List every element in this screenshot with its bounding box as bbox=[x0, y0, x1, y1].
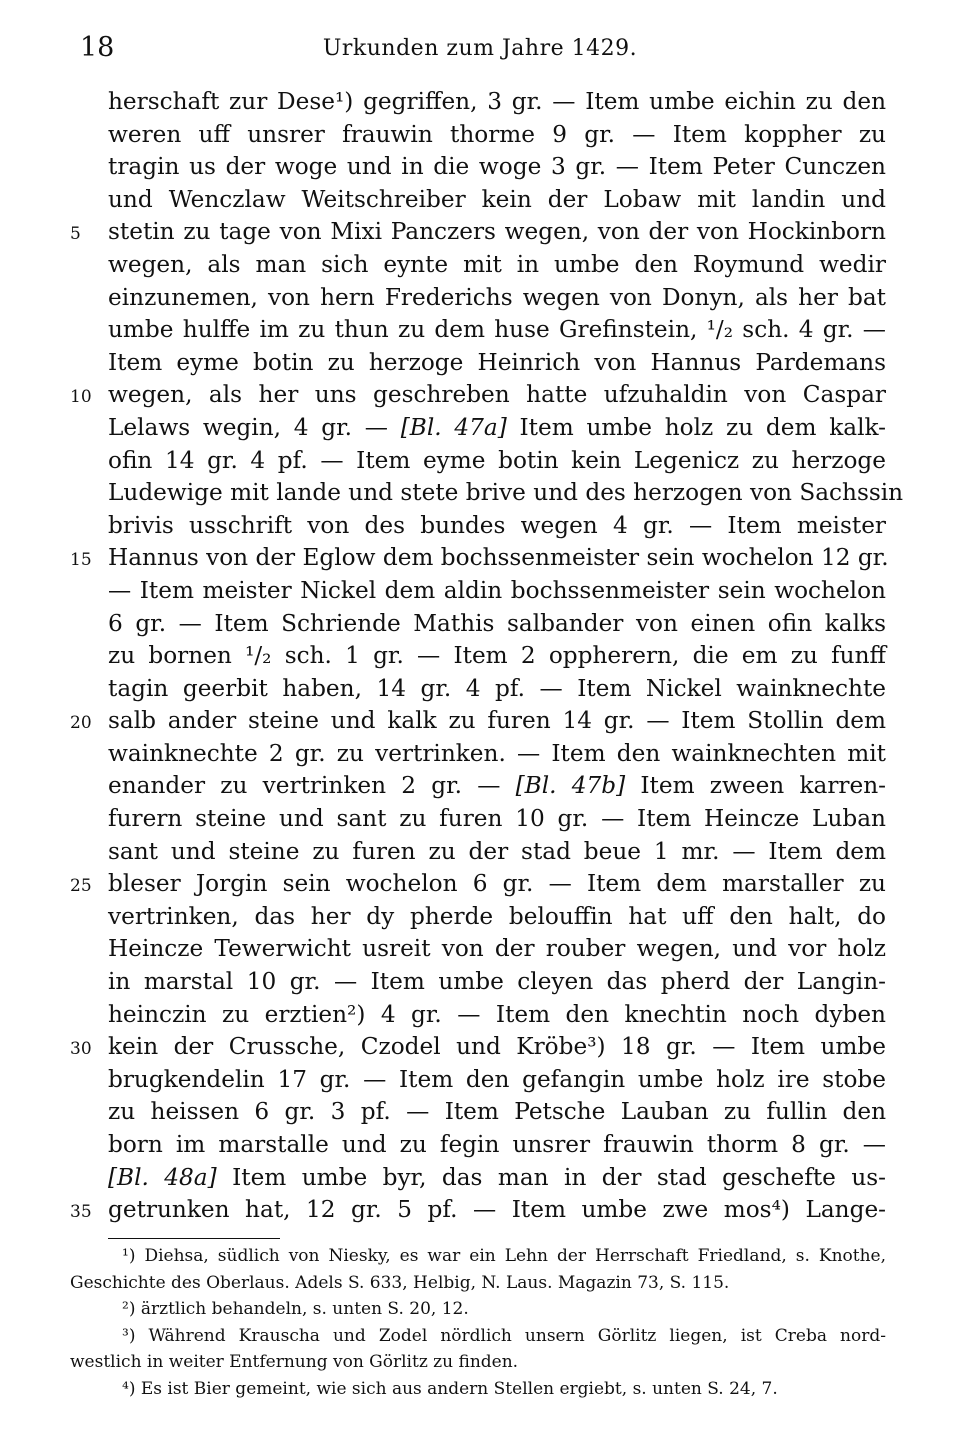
line-text: kein der Crussche, Czodel und Kröbe³) 18 gr. — Item umbe bbox=[108, 1033, 886, 1061]
text-line bbox=[0, 1194, 960, 1227]
line-number: 20 bbox=[70, 713, 92, 734]
text-line bbox=[0, 542, 960, 575]
line-text bbox=[108, 770, 886, 803]
line-text: wainknechte 2 gr. zu vertrinken. — Item den wainknechten mit bbox=[108, 739, 886, 767]
line-text: 6 gr. — Item Schriende Mathis salbander von einen ofin kalks bbox=[108, 609, 886, 637]
line-text: weren uff unsrer frauwin thorme 9 gr. — Item koppher zu bbox=[108, 120, 886, 148]
line-text: Hannus von der Eglow dem bochssenmeister sein wochelon 12 gr. bbox=[108, 544, 889, 572]
line-text-part: enander zu vertrinken 2 gr. — bbox=[108, 772, 516, 800]
footnote-rule bbox=[108, 1238, 280, 1239]
text-line bbox=[0, 1031, 960, 1064]
line-text-part: Item umbe byr, das man in der stad geschefte us- bbox=[216, 1163, 886, 1191]
line-text: heinczin zu erztien²) 4 gr. — Item den knechtin noch dyben bbox=[108, 1000, 886, 1028]
text-line bbox=[0, 445, 960, 478]
folio-marker: [Bl. 47a] bbox=[400, 413, 507, 441]
line-text: wegen, als her uns geschreben hatte ufzuhaldin von Caspar bbox=[108, 381, 886, 409]
line-text: einzunemen, von hern Frederichs wegen von Donyn, als her bat bbox=[108, 283, 886, 311]
text-line bbox=[0, 216, 960, 249]
line-text: born im marstalle und zu fegin unsrer frauwin thorm 8 gr. — bbox=[108, 1131, 886, 1158]
line-text: in marstal 10 gr. — Item umbe cleyen das pherd der Langin- bbox=[108, 968, 886, 996]
line-number: 5 bbox=[70, 224, 81, 245]
text-line bbox=[0, 184, 960, 217]
line-text: zu heissen 6 gr. 3 pf. — Item Petsche Lauban zu fullin den bbox=[108, 1098, 886, 1126]
line-number: 15 bbox=[70, 550, 92, 571]
text-line bbox=[0, 119, 960, 152]
line-text bbox=[108, 1162, 886, 1195]
page-header bbox=[80, 32, 880, 68]
text-line bbox=[0, 151, 960, 184]
line-text bbox=[108, 412, 886, 445]
line-text: stetin zu tage von Mixi Panczers wegen, von der von Hockinborn bbox=[108, 218, 886, 246]
text-line bbox=[0, 901, 960, 934]
text-line bbox=[0, 477, 960, 510]
line-text: tagin geerbit haben, 14 gr. 4 pf. — Item Nickel wainknechte bbox=[108, 674, 886, 702]
footnote-line bbox=[0, 1349, 960, 1376]
text-line bbox=[0, 412, 960, 445]
footnote-text: westlich in weiter Entfernung von Görlitz zu finden. bbox=[70, 1352, 519, 1372]
text-line bbox=[0, 249, 960, 282]
line-text: brivis usschrift von des bundes wegen 4 gr. — Item meister bbox=[108, 511, 886, 539]
line-text-part: Item umbe holz zu dem kalk- bbox=[506, 413, 886, 441]
line-text: zu bornen ¹/₂ sch. 1 gr. — Item 2 oppherern, die em zu funff bbox=[108, 642, 886, 670]
text-line bbox=[0, 738, 960, 771]
text-line bbox=[0, 868, 960, 901]
folio-marker: [Bl. 48a] bbox=[108, 1163, 217, 1191]
footnote-line bbox=[0, 1323, 960, 1350]
body-text bbox=[0, 86, 960, 1227]
text-line bbox=[0, 575, 960, 608]
footnote-line bbox=[0, 1376, 960, 1403]
line-text: brugkendelin 17 gr. — Item den gefangin umbe holz ire stobe bbox=[108, 1065, 886, 1093]
line-text: Item eyme botin zu herzoge Heinrich von Hannus Pardemans bbox=[108, 348, 886, 376]
line-number: 30 bbox=[70, 1039, 92, 1060]
footnote-text: ³) Während Krauscha und Zodel nördlich unsern Görlitz liegen, ist Creba nord- bbox=[122, 1325, 886, 1346]
text-line bbox=[0, 1129, 960, 1162]
line-text: und Wenczlaw Weitschreiber kein der Lobaw mit landin und bbox=[108, 185, 886, 213]
footnote-text: Geschichte des Oberlaus. Adels S. 633, Helbig, N. Laus. Magazin 73, S. 115. bbox=[70, 1272, 730, 1293]
text-line bbox=[0, 347, 960, 380]
line-number: 10 bbox=[70, 387, 92, 408]
text-line bbox=[0, 1096, 960, 1129]
text-line bbox=[0, 966, 960, 999]
footnote-text: ²) ärztlich behandeln, s. unten S. 20, 12. bbox=[122, 1299, 469, 1319]
line-number: 35 bbox=[70, 1202, 92, 1223]
text-line bbox=[0, 1064, 960, 1097]
footnotes bbox=[0, 1243, 960, 1402]
line-text: umbe hulffe im zu thun zu dem huse Grefinstein, ¹/₂ sch. 4 gr. — bbox=[108, 316, 886, 344]
line-text: salb ander steine und kalk zu furen 14 gr. — Item Stollin dem bbox=[108, 707, 886, 735]
line-text: herschaft zur Dese¹) gegriffen, 3 gr. — Item umbe eichin zu den bbox=[108, 88, 886, 115]
line-text: furern steine und sant zu furen 10 gr. — Item Heincze Luban bbox=[108, 805, 886, 833]
text-line bbox=[0, 379, 960, 412]
line-text: tragin us der woge und in die woge 3 gr. — Item Peter Cunczen bbox=[108, 153, 886, 181]
line-text-part: Item zween karren- bbox=[625, 772, 886, 800]
text-line bbox=[0, 640, 960, 673]
line-text: bleser Jorgin sein wochelon 6 gr. — Item dem marstaller zu bbox=[108, 870, 886, 898]
text-line bbox=[0, 673, 960, 706]
line-text-part: Lelaws wegin, 4 gr. — bbox=[108, 413, 401, 441]
text-line bbox=[0, 999, 960, 1032]
text-line bbox=[0, 770, 960, 803]
text-line bbox=[0, 705, 960, 738]
text-line bbox=[0, 510, 960, 543]
text-line bbox=[0, 1162, 960, 1195]
footnote-line bbox=[0, 1243, 960, 1270]
footnote-text: ⁴) Es ist Bier gemeint, wie sich aus andern Stellen ergiebt, s. unten S. 24, 7. bbox=[122, 1378, 778, 1399]
footnote-text: ¹) Diehsa, südlich von Niesky, es war ein Lehn der Herrschaft Friedland, s. Knothe, bbox=[122, 1246, 886, 1266]
line-text: ofin 14 gr. 4 pf. — Item eyme botin kein Legenicz zu herzoge bbox=[108, 446, 886, 474]
line-text: vertrinken, das her dy pherde belouffin hat uff den halt, do bbox=[108, 902, 886, 930]
page-number: 18 bbox=[80, 32, 115, 63]
footnote-line bbox=[0, 1270, 960, 1297]
text-line bbox=[0, 933, 960, 966]
running-title: Urkunden zum Jahre 1429. bbox=[322, 36, 638, 61]
line-text: wegen, als man sich eynte mit in umbe den Roymund wedir bbox=[108, 250, 886, 278]
text-line bbox=[0, 314, 960, 347]
text-line bbox=[0, 608, 960, 641]
text-line bbox=[0, 803, 960, 836]
text-line bbox=[0, 282, 960, 315]
footnote-line bbox=[0, 1296, 960, 1323]
line-text: getrunken hat, 12 gr. 5 pf. — Item umbe zwe mos⁴) Lange- bbox=[108, 1196, 886, 1224]
line-text: — Item meister Nickel dem aldin bochssenmeister sein wochelon bbox=[108, 576, 886, 604]
line-number: 25 bbox=[70, 876, 92, 897]
text-line bbox=[0, 836, 960, 869]
folio-marker: [Bl. 47b] bbox=[515, 772, 626, 800]
line-text: Ludewige mit lande und stete brive und des herzogen von Sachssin bbox=[108, 479, 904, 507]
text-line bbox=[0, 86, 960, 119]
line-text: Heincze Tewerwicht usreit von der rouber wegen, und vor holz bbox=[108, 935, 886, 963]
line-text: sant und steine zu furen zu der stad beue 1 mr. — Item dem bbox=[108, 837, 886, 865]
